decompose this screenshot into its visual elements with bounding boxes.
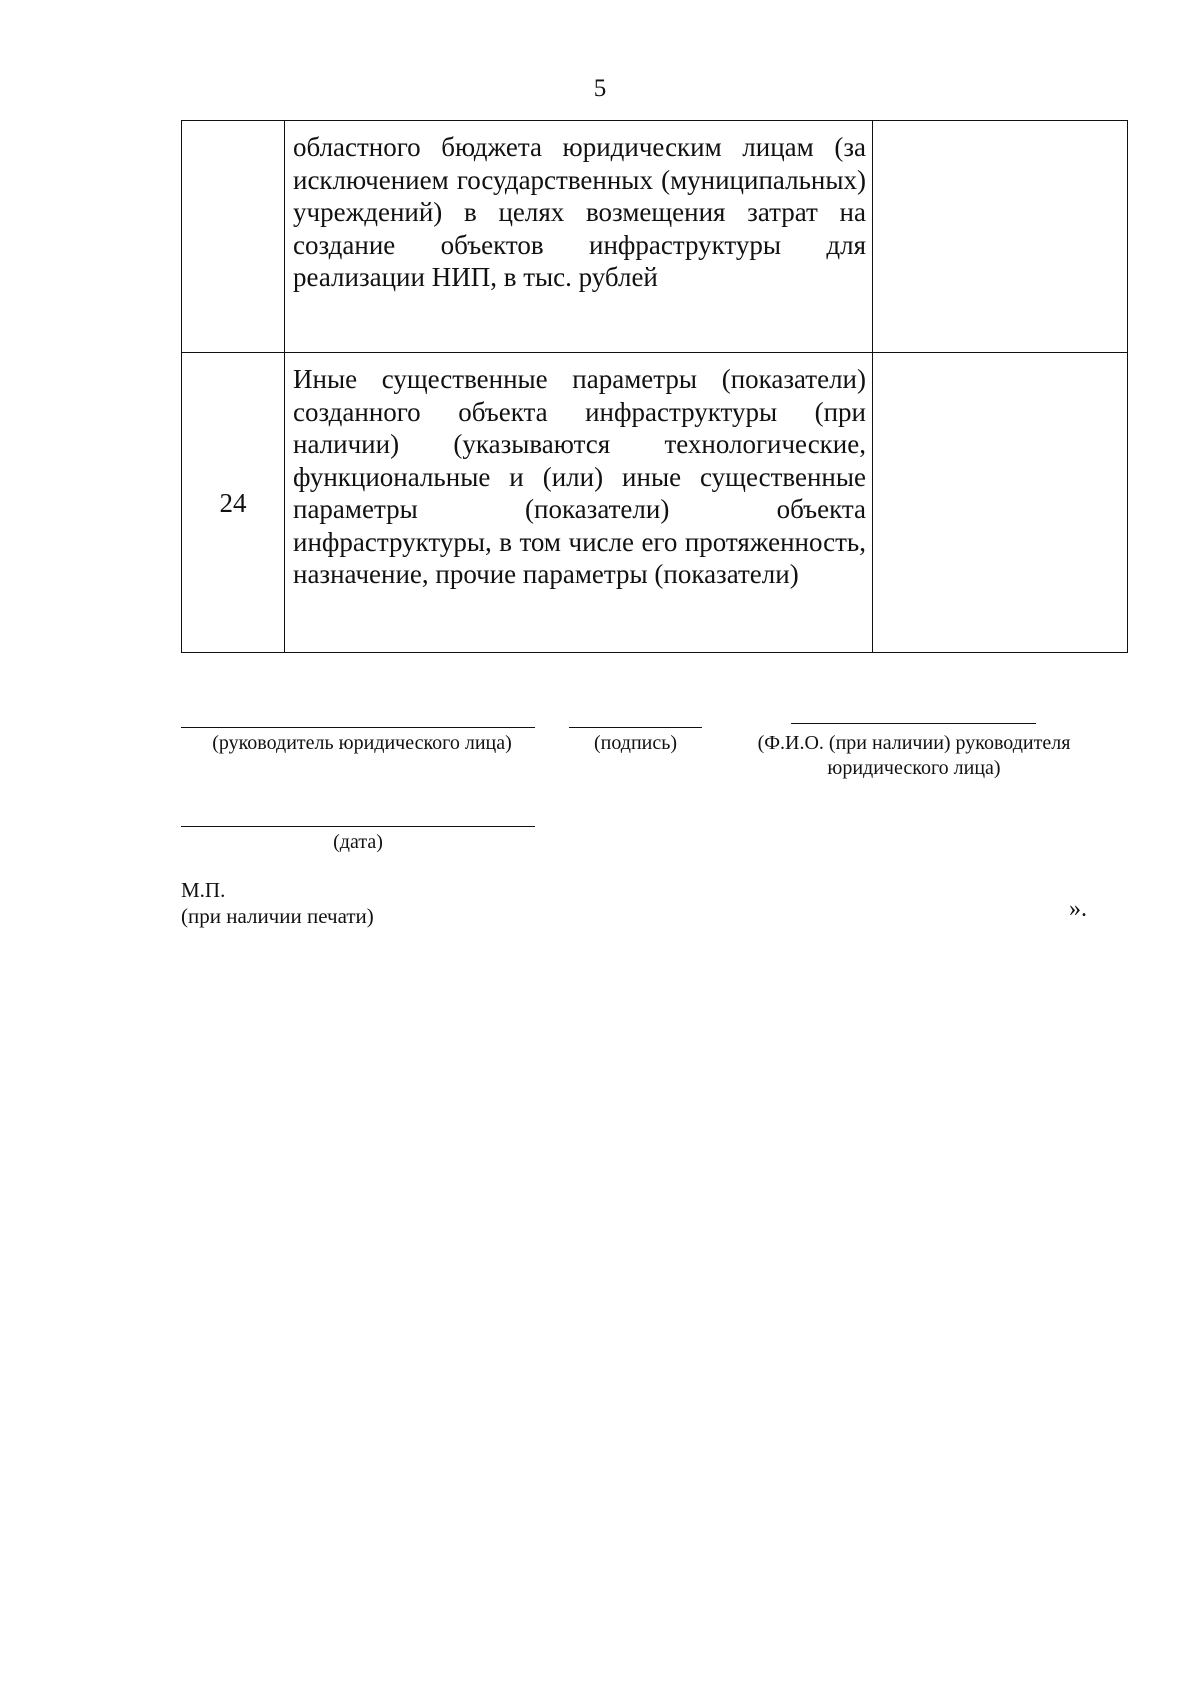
- row-description-cell: Иные существенные параметры (показатели) созданного объекта инфраструктуры (при наличии) (указываются технологические, функциональные и (или) иные существенные параметры (показатели) объекта инфраструктуры, в том числе его протяженность, назначение, прочие параметры (показатели): [285, 353, 873, 653]
- fio-label-line2: юридического лица): [827, 757, 1001, 779]
- date-line: [181, 826, 535, 827]
- signature-label: (подпись): [593, 732, 678, 754]
- closing-quote: ».: [1069, 896, 1087, 922]
- page-number: 5: [593, 75, 607, 102]
- parameters-table: [181, 120, 1128, 653]
- fio-label-line1: (Ф.И.О. (при наличии) руководителя: [757, 732, 1071, 754]
- stamp-note: (при наличии печати): [181, 904, 374, 928]
- row-number-cell: 24: [182, 353, 285, 653]
- row-value-cell: [873, 121, 1128, 353]
- fio-line: [791, 723, 1036, 724]
- table-row: [182, 121, 1128, 353]
- row-number-cell: [182, 121, 285, 353]
- stamp-label: М.П.: [181, 878, 226, 902]
- signature-line: [569, 727, 702, 728]
- table-row: [182, 353, 1128, 653]
- row-description-cell: областного бюджета юридическим лицам (за исключением государственных (муниципальных) учреждений) в целях возмещения затрат на создание объектов инфраструктуры для реализации НИП, в тыс. рублей: [285, 121, 873, 353]
- row-value-cell: [873, 353, 1128, 653]
- date-label: (дата): [333, 831, 383, 853]
- head-label: (руководитель юридического лица): [212, 732, 512, 754]
- head-signature-line: [181, 727, 535, 728]
